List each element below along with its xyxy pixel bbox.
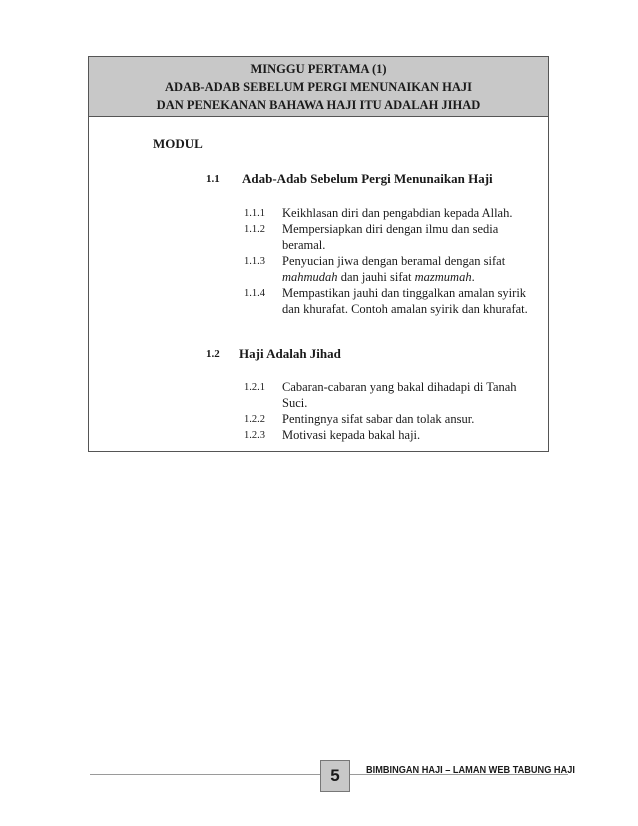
item-number: 1.2.2	[244, 414, 265, 425]
section-number: 1.1	[206, 173, 220, 185]
item-number: 1.2.3	[244, 430, 265, 441]
section-number: 1.2	[206, 348, 220, 360]
item-text: Keikhlasan diri dan pengabdian kepada Allah.	[282, 206, 513, 220]
item-number: 1.1.4	[244, 288, 265, 299]
emphasis-term: mahmudah	[282, 270, 338, 284]
item-text: Cabaran-cabaran yang bakal dihadapi di Tanah Suci.	[282, 380, 517, 410]
item-number: 1.1.3	[244, 256, 265, 267]
module-box	[88, 56, 549, 452]
item-number: 1.1.2	[244, 224, 265, 235]
modul-label: MODUL	[153, 136, 203, 151]
section-title: Adab-Adab Sebelum Pergi Menunaikan Haji	[242, 171, 493, 186]
item-number: 1.1.1	[244, 208, 265, 219]
item-text: Pentingnya sifat sabar dan tolak ansur.	[282, 412, 475, 426]
item-text: Mempastikan jauhi dan tinggalkan amalan syirik dan khurafat. Contoh amalan syirik dan khurafat.	[282, 286, 528, 316]
header-line-1: MINGGU PERTAMA (1)	[250, 62, 387, 76]
item-text: Motivasi kepada bakal haji.	[282, 428, 421, 442]
item-number: 1.2.1	[244, 382, 265, 393]
item-text: Penyucian jiwa dengan beramal dengan sifat mahmudah dan jauhi sifat mazmumah.	[282, 254, 506, 284]
footer-title: BIMBINGAN HAJI – LAMAN WEB TABUNG HAJI	[366, 765, 575, 776]
box-header	[89, 57, 548, 117]
section-title: Haji Adalah Jihad	[239, 346, 341, 361]
page-number: 5	[320, 760, 350, 792]
header-line-3: DAN PENEKANAN BAHAWA HAJI ITU ADALAH JIHAD	[156, 98, 481, 112]
item-text: Mempersiapkan diri dengan ilmu dan sedia beramal.	[282, 222, 499, 252]
header-line-2: ADAB-ADAB SEBELUM PERGI MENUNAIKAN HAJI	[165, 80, 472, 94]
emphasis-term: mazmumah	[414, 270, 472, 284]
